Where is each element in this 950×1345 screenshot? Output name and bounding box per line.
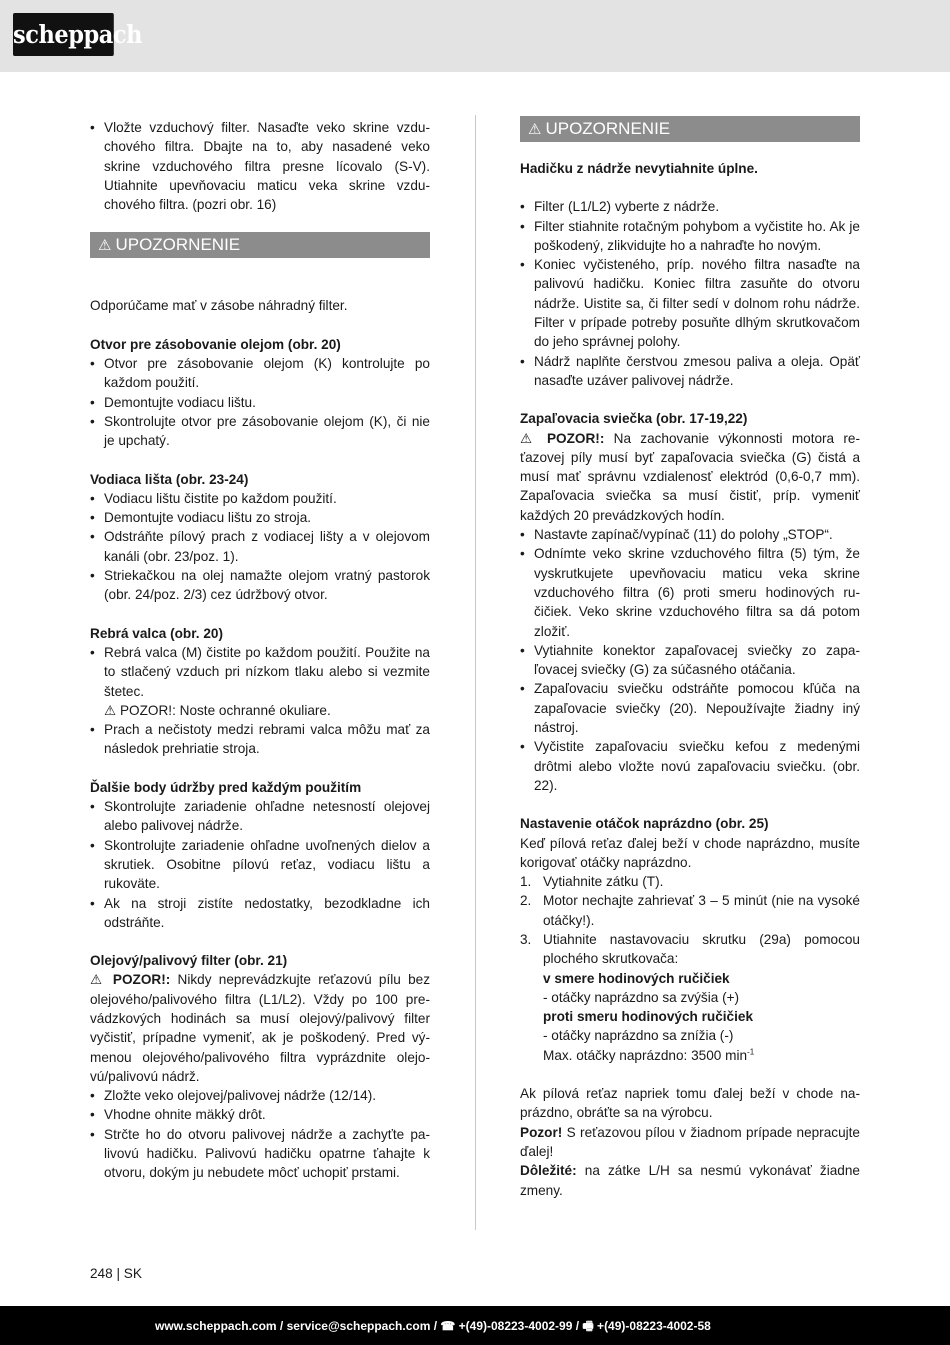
list-item: • Vhodne ohnite mäkký drôt. — [90, 1105, 430, 1124]
step-text: Vytiahnite zátku (T). — [543, 874, 664, 890]
spark-plug-list — [520, 525, 860, 795]
page-number: 248 | SK — [90, 1266, 142, 1281]
left-column — [90, 118, 430, 1183]
other-maintenance-list — [90, 797, 430, 932]
list-item: • Filter stiahnite rotačným pohybom a vyčistite ho. Ak je poškodený, zlikvidujte ho a nahraďte ho novým. — [520, 217, 860, 256]
list-item — [520, 872, 860, 891]
pozor-note-label: Pozor! — [520, 1124, 563, 1140]
list-item: • Vodiacu lištu čistite po každom použití. — [90, 489, 430, 508]
warning-triangle-icon: ⚠ — [528, 121, 542, 138]
list-item: • Zapaľovaciu sviečku odstráňte pomocou kľúča na zapaľovacie sviečky (20). Nepoužívajte žiadny iný nástroj. — [520, 679, 860, 737]
idle-para: Ak pílová reťaz napriek tomu ďalej beží v chode naprázdno, obráťte sa na výrobcu. — [520, 1086, 860, 1121]
filter-list — [520, 197, 860, 390]
other-maintenance-heading: Ďalšie body údržby pred každým použitím — [90, 779, 362, 795]
important-note — [520, 1161, 860, 1200]
warning-label: UPOZORNENIE — [545, 119, 671, 138]
language-code: SK — [123, 1266, 142, 1281]
scheppach-logo: scheppach — [13, 13, 114, 56]
guide-bar-list — [90, 489, 430, 605]
pozor-label: POZOR!: — [546, 430, 605, 446]
warning-triangle-icon: ⚠ — [520, 430, 538, 446]
page-footer — [0, 1306, 950, 1345]
clockwise-label: v smere hodinových ručičiek — [543, 970, 730, 986]
list-item — [520, 891, 860, 930]
intro-list — [90, 118, 430, 214]
recommend-text: Odporúčame mať v zásobe náhradný filter. — [90, 298, 348, 314]
step-text: Motor nechajte zahrievať 3 – 5 minút (nie na vysoké otáčky!). — [543, 893, 860, 928]
max-idle-exponent: -1 — [747, 1047, 755, 1057]
warning-triangle-icon: ⚠ — [104, 702, 117, 718]
page-number-value: 248 — [90, 1266, 113, 1281]
pozor-note-text: S reťazovou pílou v žiadnom prípade nepracujte ďalej! — [520, 1124, 860, 1159]
list-item: • Vložte vzduchový filter. Nasaďte veko skrine vzduchového filtra. Dbajte na to, aby nasadené veko skrine vzduchového filtra presne lícovalo (S-V). Utiahnite upevňovaciu maticu veka skrine vzduchového filtra. (pozri obr. 16) — [90, 118, 430, 214]
step-number: 3. — [520, 931, 532, 947]
right-column — [520, 116, 860, 1200]
step-number: 2. — [520, 893, 532, 909]
step-text: Utiahnite nastavovaciu skrutku (29a) pomocou plochého skrutkovača: — [543, 931, 860, 967]
pozor-label: POZOR!: — [112, 972, 171, 988]
list-item: • Strčte ho do otvoru palivovej nádrže a zachyťte palivovú hadičku. Palivovú hadičku opatrne ťahajte k otvoru, dokým ju nebudete môcť uchopiť prstami. — [90, 1125, 430, 1183]
list-item: • Ak na stroji zistíte nedostatky, bezodkladne ich odstráňte. — [90, 894, 430, 933]
footer-contact: www.scheppach.com / service@scheppach.com / ☎ +(49)-08223-4002-99 / 🖷 +(49)-08223-4002-58 — [155, 1319, 711, 1333]
max-idle-speed — [543, 1046, 860, 1065]
counterclockwise-label: proti smeru hodinových ručičiek — [543, 1009, 753, 1025]
list-item: • Otvor pre zásobovanie olejom (K) kontrolujte po každom použití. — [90, 354, 430, 393]
important-label: Dôležité: — [520, 1163, 577, 1179]
list-item: • Odstráňte pílový prach z vodiacej lišty a v olejovom kanáli (obr. 23/poz. 1). — [90, 527, 430, 566]
clockwise-text: - otáčky naprázdno sa zvýšia (+) — [543, 989, 740, 1005]
spark-plug-body: Na zachovanie výkonnosti motora reťazovej píly musí byť zapaľovacia sviečka (G) čistá a musí mať správnu vzdialenosť elektród (0,6-0,7 mm). Zapaľovacia sviečka sa musí čistiť, príp. vymeniť každých 20 prevádzkových hodín. — [520, 430, 861, 523]
ribs-heading: Rebrá valca (obr. 20) — [90, 625, 223, 641]
list-item: • Odnímte veko skrine vzduchového filtra (5) tým, že vyskrutkujete upevňovaciu maticu veka skrine vzduchového filtra (6) proti smeru hodinových ručičiek. Veko skrine vzduchového filtra sa dá potom zložiť. — [520, 544, 860, 640]
step-number: 1. — [520, 874, 532, 890]
page-header — [0, 0, 950, 72]
guide-bar-heading: Vodiaca lišta (obr. 23-24) — [90, 471, 249, 487]
ribs-list — [90, 643, 430, 759]
list-item: • Nádrž naplňte čerstvou zmesou paliva a oleja. Opäť nasaďte uzáver palivovej nádrže. — [520, 352, 860, 391]
ribs-warning-text: POZOR!: Noste ochranné okuliare. — [119, 702, 331, 718]
oil-filter-body: Nikdy neprevádzkujte reťazovú pílu bez olejového/palivového filtra (L1/L2). Vždy po 100 prevádzkových hodinách sa musí olejový/palivový filter vyčistiť, prípadne vymeniť, ak je poškodený. Pred výmenou olejového/palivového filtra vyprázdnite olejovú/palivovú nádrž. — [90, 972, 430, 1084]
idle-intro: Keď pílová reťaz ďalej beží v chode naprázdno, musíte korigovať otáčky naprázdno. — [520, 835, 860, 870]
list-item: • Skontrolujte zariadenie ohľadne uvoľnených dielov a skrutiek. Osobitne pílovú reťaz, vodiacu lištu a rukoväte. — [90, 836, 430, 894]
oil-filter-text — [90, 970, 430, 1086]
oil-filter-list — [90, 1086, 430, 1182]
counterclockwise-text: - otáčky naprázdno sa znížia (-) — [543, 1028, 734, 1044]
list-item: • Skontrolujte zariadenie ohľadne netesností olejovej alebo palivovej nádrže. — [90, 797, 430, 836]
spark-plug-text — [520, 429, 860, 525]
list-item: • Skontrolujte otvor pre zásobovanie olejom (K), či nie je upchatý. — [90, 412, 430, 451]
pozor-note — [520, 1123, 860, 1162]
list-item: • Prach a nečistoty medzi rebrami valca môžu mať za následok prehriatie stroja. — [90, 720, 430, 759]
oil-hole-heading: Otvor pre zásobovanie olejom (obr. 20) — [90, 336, 341, 352]
warning-label: UPOZORNENIE — [115, 235, 241, 255]
ribs-item-text: Rebrá valca (M) čistite po každom použití. Použite na to stlačený vzduch pri nízkom tlaku alebo si vezmite štetec. — [104, 644, 430, 699]
oil-hole-list — [90, 354, 430, 450]
list-item — [520, 930, 860, 969]
warning-triangle-icon: ⚠ — [98, 237, 112, 255]
list-item: • Zložte veko olejovej/palivovej nádrže (12/14). — [90, 1086, 430, 1105]
warning-box — [90, 232, 430, 258]
idle-steps — [520, 872, 860, 968]
important-text: na zátke L/H sa nesmú vykonávať žiadne zmeny. — [520, 1163, 860, 1198]
hose-warning: Hadičku z nádrže nevytiahnite úplne. — [520, 161, 758, 176]
warning-box — [520, 116, 860, 142]
list-item: • Demontujte vodiacu lištu. — [90, 393, 430, 412]
list-item: • Vyčistite zapaľovaciu sviečku kefou z medenými drôtmi alebo vložte novú zapaľovaciu sviečku. (obr. 22). — [520, 737, 860, 795]
idle-speed-heading: Nastavenie otáčok naprázdno (obr. 25) — [520, 816, 769, 832]
list-item: • Koniec vyčisteného, príp. nového filtra nasaďte na palivovú hadičku. Koniec filtra zasuňte do otvoru nádrže. Uistite sa, či filter sedí v dolnom rohu nádrže. Filter v prípade potreby posuňte dlhým skrutkovačom do jeho správnej polohy. — [520, 255, 860, 351]
list-item — [90, 643, 430, 720]
spark-plug-heading: Zapaľovacia sviečka (obr. 17-19,22) — [520, 411, 748, 427]
list-item: • Vytiahnite konektor zapaľovacej sviečky zo zapaľovacej sviečky (G) za súčasného otáčania. — [520, 641, 860, 680]
list-item: • Striekačkou na olej namažte olejom vratný pastorok (obr. 24/poz. 2/3) cez údržbový otvor. — [90, 566, 430, 605]
list-item: • Demontujte vodiacu lištu zo stroja. — [90, 508, 430, 527]
column-divider — [475, 115, 476, 1230]
oil-filter-heading: Olejový/palivový filter (obr. 21) — [90, 953, 288, 969]
warning-triangle-icon: ⚠ — [90, 972, 106, 988]
list-item: • Filter (L1/L2) vyberte z nádrže. — [520, 197, 860, 216]
idle-details — [520, 969, 860, 1065]
list-item: • Nastavte zapínač/vypínač (11) do polohy „STOP“. — [520, 525, 860, 544]
max-idle-text: Max. otáčky naprázdno: 3500 min — [543, 1047, 748, 1063]
